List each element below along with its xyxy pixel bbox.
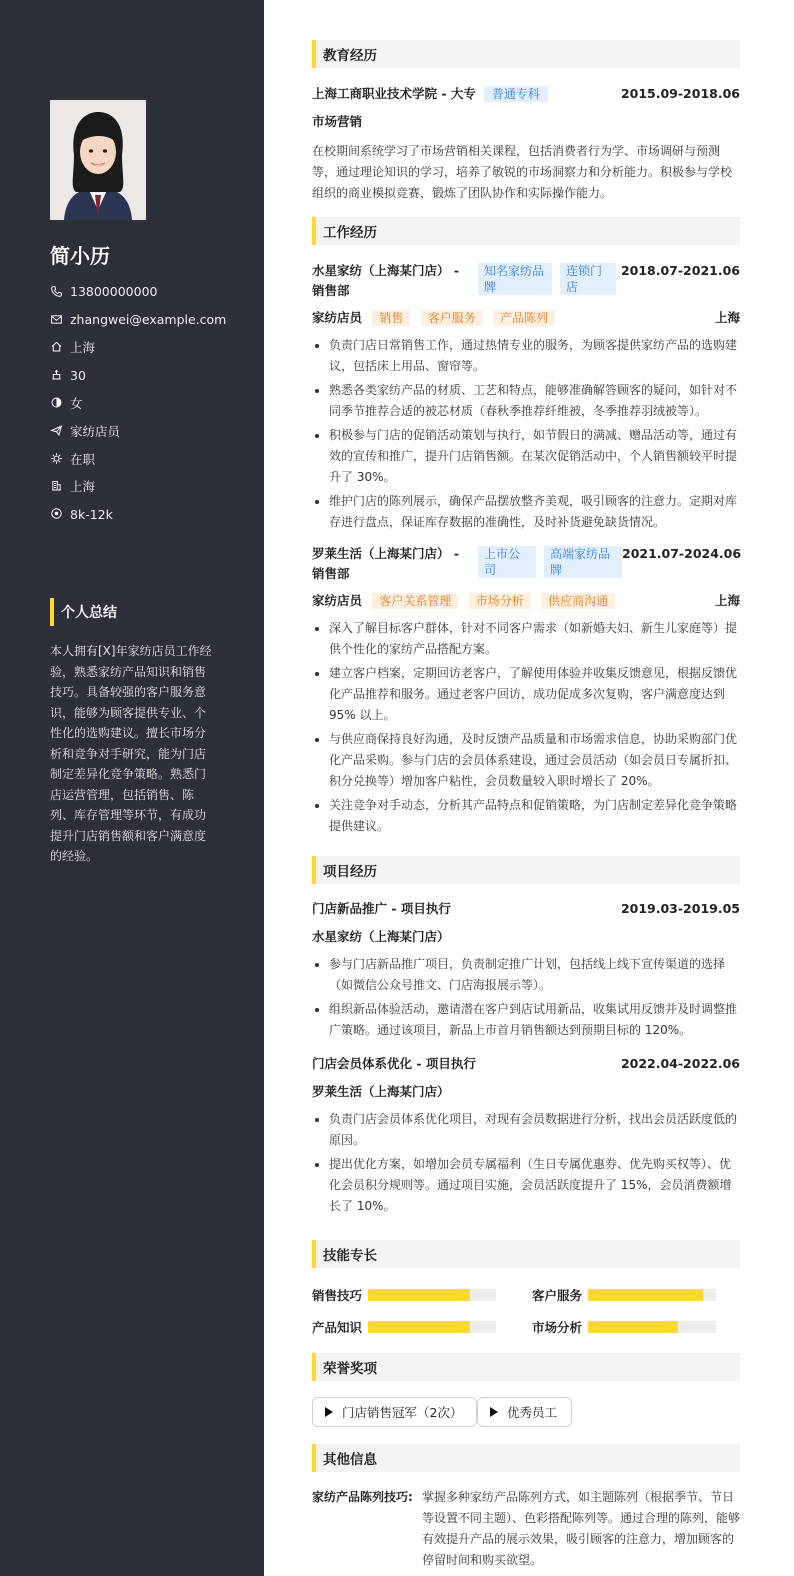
skill-tag: 客户关系管理: [372, 593, 458, 609]
major-name: 市场营销: [312, 114, 363, 129]
project-duties: [312, 954, 740, 1041]
summary-text: 本人拥有[X]年家纺店员工作经验，熟悉家纺产品知识和销售技巧。具备较强的客户服务意识，能够为顾客提供专业、个性化的选购建议。擅长市场分析和竞争对手研究，能为门店制定差异化竞争策略。熟悉门店运营管理，包括销售、陈列、库存管理等环节，有成功提升门店销售额和客户满意度的经验。: [50, 644, 212, 863]
list-item: 负责门店日常销售工作，通过热情专业的服务，为顾客提供家纺产品的选购建议，包括床上用品、窗帘等。: [312, 335, 740, 377]
job-entry: [312, 544, 740, 840]
skills-heading: 技能专长: [312, 1240, 740, 1268]
info-text: 上海: [70, 479, 96, 495]
project-duties: [312, 1109, 740, 1217]
job-header: [312, 544, 740, 584]
job-header: [312, 261, 740, 301]
age-icon: [50, 368, 64, 382]
project-org: 水星家纺（上海某门店）: [312, 929, 450, 944]
info-phone: [50, 278, 226, 306]
skill-row: [312, 1318, 496, 1336]
list-item: 关注竞争对手动态，分析其产品特点和促销策略，为门店制定差异化竞争策略提供建议。: [312, 795, 740, 837]
skill-name: 产品知识: [312, 1320, 363, 1335]
skill-tag: 市场分析: [469, 593, 531, 609]
job-role: 家纺店员: [312, 310, 363, 325]
project-org-row: [312, 1083, 740, 1101]
skill-tag: 客户服务: [421, 310, 483, 326]
skill-bar: [588, 1321, 716, 1333]
avatar: [50, 100, 146, 220]
education-heading: 教育经历: [312, 40, 740, 68]
play-icon: [490, 1407, 498, 1417]
home-icon: [50, 340, 64, 354]
info-text: zhangwei@example.com: [70, 312, 227, 328]
job-date: 2021.07-2024.06: [622, 546, 742, 561]
contact-info-list: [50, 278, 226, 528]
info-text: 8k-12k: [70, 506, 113, 522]
project-entry: [312, 1054, 740, 1220]
skill-row: [532, 1318, 716, 1336]
phone-icon: [50, 285, 64, 299]
project-header: [312, 1054, 740, 1074]
degree-tag: 普通专科: [484, 86, 548, 102]
education-entry: [312, 84, 740, 204]
info-age: [50, 361, 226, 389]
info-text: 13800000000: [70, 284, 158, 300]
city-icon: [50, 479, 64, 493]
work-heading: 工作经历: [312, 217, 740, 245]
job-entry: [312, 261, 740, 536]
job-icon: [50, 424, 64, 438]
mail-icon: [50, 313, 64, 327]
project-org-row: [312, 928, 740, 946]
skill-row: [532, 1286, 716, 1304]
awards-heading: 荣誉奖项: [312, 1353, 740, 1381]
award-label: 门店销售冠军（2次）: [342, 1405, 463, 1420]
skill-tag: 供应商沟通: [541, 593, 615, 609]
project-name: 门店会员体系优化 - 项目执行: [312, 1056, 476, 1071]
other-info: [312, 1487, 740, 1571]
list-item: 熟悉各类家纺产品的材质、工艺和特点，能够准确解答顾客的疑问，如针对不同季节推荐合适的被芯材质（春秋季推荐纤维被，冬季推荐羽绒被等）。: [312, 380, 740, 422]
list-item: 建立客户档案，定期回访老客户，了解使用体验并收集反馈意见，根据反馈优化产品推荐和服务。通过老客户回访，成功促成多次复购，客户满意度达到 95% 以上。: [312, 663, 740, 726]
info-text: 家纺店员: [70, 423, 121, 439]
project-entry: [312, 899, 740, 1044]
skill-name: 销售技巧: [312, 1288, 363, 1303]
company-tag: 知名家纺品牌: [478, 263, 552, 295]
info-email: [50, 306, 226, 334]
skill-bar: [588, 1289, 716, 1301]
info-gender: [50, 389, 226, 417]
info-status: [50, 445, 226, 473]
projects-heading: 项目经历: [312, 856, 740, 884]
skill-bar-fill: [368, 1321, 470, 1333]
education-date: 2015.09-2018.06: [620, 86, 740, 101]
info-text: 在职: [70, 451, 96, 467]
project-org: 罗莱生活（上海某门店）: [312, 1084, 450, 1099]
sidebar: [0, 0, 264, 1576]
other-heading: 其他信息: [312, 1444, 740, 1472]
project-date: 2022.04-2022.06: [620, 1056, 740, 1071]
skill-bar: [368, 1321, 496, 1333]
profile-photo: [50, 100, 146, 220]
list-item: 积极参与门店的促销活动策划与执行，如节假日的满减、赠品活动等，通过有效的宣传和推广，提升门店销售额。在某次促销活动中，个人销售额较平时提升了 30%。: [312, 425, 740, 488]
status-icon: [50, 452, 64, 466]
award-chip: [312, 1397, 477, 1427]
job-city: 上海: [714, 310, 740, 325]
education-header: [312, 84, 740, 104]
other-label: 家纺产品陈列技巧:: [312, 1490, 413, 1504]
job-role-row: [312, 309, 740, 327]
list-item: 负责门店会员体系优化项目，对现有会员数据进行分析，找出会员活跃度低的原因。: [312, 1109, 740, 1151]
info-text: 上海: [70, 340, 96, 356]
skill-name: 市场分析: [532, 1320, 583, 1335]
company-tag: 连锁门店: [560, 263, 616, 295]
company-name: 水星家纺（上海某门店） - 销售部: [312, 263, 460, 298]
info-salary: [50, 500, 226, 528]
list-item: 维护门店的陈列展示，确保产品摆放整齐美观，吸引顾客的注意力。定期对库存进行盘点，保证库存数据的准确性，及时补货避免缺货情况。: [312, 491, 740, 533]
education-description: 在校期间系统学习了市场营销相关课程，包括消费者行为学、市场调研与预测等，通过理论知识的学习，培养了敏锐的市场洞察力和分析能力。积极参与学校组织的商业模拟竞赛，锻炼了团队协作和实际操作能力。: [312, 144, 733, 200]
job-duties: [312, 335, 740, 533]
skill-bar-fill: [588, 1289, 703, 1301]
info-text: 30: [70, 367, 86, 383]
gender-icon: [50, 396, 64, 410]
skill-bar: [368, 1289, 496, 1301]
info-text: 女: [70, 396, 83, 412]
skill-bar-fill: [368, 1289, 470, 1301]
salary-icon: [50, 507, 64, 521]
award-label: 优秀员工: [507, 1405, 558, 1420]
job-city: 上海: [714, 593, 740, 608]
list-item: 参与门店新品推广项目，负责制定推广计划，包括线上线下宣传渠道的选择（如微信公众号推文、门店海报展示等）。: [312, 954, 740, 996]
info-job: [50, 417, 226, 445]
project-header: [312, 899, 740, 919]
list-item: 提出优化方案，如增加会员专属福利（生日专属优惠券、优先购买权等）、优化会员积分规则等。通过项目实施，会员活跃度提升了 15%，会员消费额增长了 10%。: [312, 1154, 740, 1217]
major: [312, 113, 740, 131]
skill-name: 客户服务: [532, 1288, 583, 1303]
play-icon: [325, 1407, 333, 1417]
info-home: [50, 334, 226, 362]
company-name: 罗莱生活（上海某门店） - 销售部: [312, 546, 460, 581]
skill-bar-fill: [588, 1321, 678, 1333]
job-role: 家纺店员: [312, 593, 363, 608]
profile-name: 简小历: [50, 244, 110, 268]
project-date: 2019.03-2019.05: [620, 901, 740, 916]
job-date: 2018.07-2021.06: [620, 263, 740, 278]
job-duties: [312, 618, 740, 837]
other-value: 掌握多种家纺产品陈列方式，如主题陈列（根据季节、节日等设置不同主题）、色彩搭配陈列等。通过合理的陈列，能够有效提升产品的展示效果，吸引顾客的注意力，增加顾客的停留时间和购买欲望。: [422, 1490, 741, 1567]
project-name: 门店新品推广 - 项目执行: [312, 901, 451, 916]
school-name: 上海工商职业技术学院 - 大专: [312, 86, 476, 101]
company-tag: 高端家纺品牌: [544, 546, 622, 578]
company-tag: 上市公司: [478, 546, 536, 578]
list-item: 组织新品体验活动，邀请潜在客户到店试用新品，收集试用反馈并及时调整推广策略。通过该项目，新品上市首月销售额达到预期目标的 120%。: [312, 999, 740, 1041]
summary-heading: 个人总结: [50, 598, 210, 626]
skill-tag: 销售: [372, 310, 410, 326]
award-chip: [477, 1397, 572, 1427]
list-item: 与供应商保持良好沟通，及时反馈产品质量和市场需求信息，协助采购部门优化产品采购。参与门店的会员体系建设，通过会员活动（如会员日专属折扣、积分兑换等）增加客户粘性，会员数量较入职时增长了 20%。: [312, 729, 740, 792]
info-city: [50, 473, 226, 501]
skill-row: [312, 1286, 496, 1304]
job-role-row: [312, 592, 740, 610]
list-item: 深入了解目标客户群体，针对不同客户需求（如新婚夫妇、新生儿家庭等）提供个性化的家纺产品搭配方案。: [312, 618, 740, 660]
skill-tag: 产品陈列: [493, 310, 555, 326]
